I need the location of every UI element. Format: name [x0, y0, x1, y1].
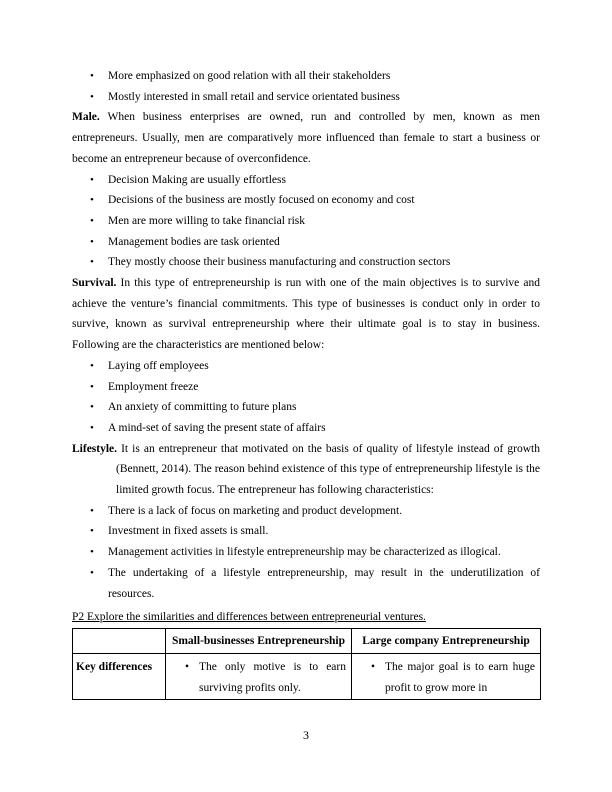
survival-traits-list [72, 356, 540, 439]
list-item: • Employment freeze [72, 377, 540, 398]
survival-paragraph [72, 273, 540, 356]
table-cell-small: • The only motive is to earn surviving profits only. [169, 657, 348, 698]
table-header-row [73, 629, 541, 654]
list-item: • Decisions of the business are mostly focused on economy and cost [72, 190, 540, 211]
document-page [72, 66, 540, 700]
list-item: • The undertaking of a lifestyle entrepreneurship, may result in the underutilization of resources. [72, 563, 540, 604]
page-number: 3 [303, 728, 309, 742]
survival-text: In this type of entrepreneurship is run with one of the main objectives is to survive and achieve the venture’s financial commitments. This type of businesses is conduct only in order to survive, known as survival entrepreneurship where their ultimate goal is to stay in business. Following are the characteristics are mentioned below: [72, 277, 540, 352]
list-item: • There is a lack of focus on marketing and product development. [72, 501, 540, 522]
list-item: • Investment in fixed assets is small. [72, 521, 540, 542]
section-heading: P2 Explore the similarities and differences between entrepreneurial ventures. [72, 611, 426, 624]
list-item: • Management bodies are task oriented [72, 232, 540, 253]
list-item: • They mostly choose their business manufacturing and construction sectors [72, 252, 540, 273]
lifestyle-traits-list [72, 501, 540, 605]
comparison-table [72, 628, 541, 699]
list-item: • An anxiety of committing to future plans [72, 397, 540, 418]
list-item: • Mostly interested in small retail and service orientated business [72, 87, 540, 108]
list-item: • Men are more willing to take financial risk [72, 211, 540, 232]
survival-label: Survival. [72, 277, 117, 290]
row-label: Key differences [76, 661, 153, 674]
lifestyle-label: Lifestyle. [72, 442, 118, 455]
list-item: • Decision Making are usually effortless [72, 170, 540, 191]
table-header-large: Large company Entrepreneurship [352, 629, 541, 654]
table-header-empty [73, 629, 166, 654]
lifestyle-text: It is an entrepreneur that motivated on the basis of quality of lifestyle instead of growth (Bennett, 2014). The reason behind existence of this type of entrepreneurship lifestyle is the limited growth focus. The entrepreneur has following characteristics: [116, 442, 540, 497]
lifestyle-paragraph [72, 439, 540, 501]
table-header-small: Small-businesses Entrepreneurship [166, 629, 352, 654]
male-paragraph [72, 107, 540, 169]
list-item: • Management activities in lifestyle entrepreneurship may be characterized as illogical. [72, 542, 540, 563]
male-text: When business enterprises are owned, run and controlled by men, known as men entrepreneurs. Usually, men are comparatively more influenced than female to start a business or become an entrepreneur because of overconfidence. [72, 111, 540, 165]
female-traits-list [72, 66, 540, 107]
table-row [73, 654, 541, 699]
list-item: • A mind-set of saving the present state of affairs [72, 418, 540, 439]
male-label: Male. [72, 111, 100, 124]
table-cell-large: • The major goal is to earn huge profit to grow more in [355, 657, 537, 698]
list-item: • Laying off employees [72, 356, 540, 377]
male-traits-list [72, 170, 540, 274]
list-item: • More emphasized on good relation with all their stakeholders [72, 66, 540, 87]
